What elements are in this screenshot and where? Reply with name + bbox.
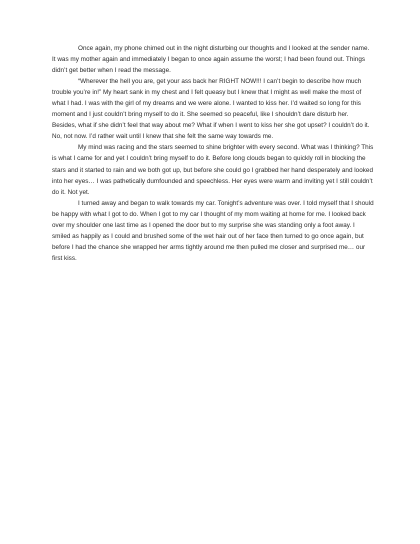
document-body <box>52 43 374 264</box>
paragraph-1: Once again, my phone chimed out in the night disturbing our thoughts and I looked at the sender name. It was my mother again and immediately I began to once again assume the worst; I had been found out. Things didn’t get better when I read the message. <box>52 45 370 75</box>
paragraph-4: I turned away and began to walk towards my car. Tonight’s adventure was over. I told myself that I should be happy with what I got to do. When I got to my car I thought of my mom waiting at home for me. I looked back over my shoulder one last time as I opened the door but to my surprise she was standing only a foot away. I smiled as happily as I could and brushed some of the wet hair out of her face then turned to go once again, but before I had the chance she wrapped her arms tightly around me then pulled me closer and surprised me… our first kiss. <box>52 199 374 262</box>
paragraph-2: “Wherever the hell you are, get your ass back her RIGHT NOW!!! I can’t begin to describe how much trouble you’re in!” My heart sank in my chest and I felt queasy but I knew that I might as well make the most of what I had. I was with the girl of my dreams and we were alone. I wanted to kiss her. I’d waited so long for this moment and I just couldn’t bring myself to do it. She seemed so peaceful, like I shouldn’t dare disturb her. Besides, what if she didn’t feel that way about me? What if when I went to kiss her she got upset? I couldn’t do it. No, not now. I’d rather wait until I knew that she felt the same way towards me. <box>52 78 370 141</box>
paragraph-3: My mind was racing and the stars seemed to shine brighter with every second. What was I thinking? This is what I came for and yet I couldn’t bring myself to do it. Before long clouds began to quickly roll in blocking the stars and it started to rain and we both got up, but before she could go I grabbed her hand desperately and looked into her eyes… I was pathetically dumfounded and speechless. Her eyes were warm and inviting yet I still couldn’t do it. Not yet. <box>52 144 374 196</box>
